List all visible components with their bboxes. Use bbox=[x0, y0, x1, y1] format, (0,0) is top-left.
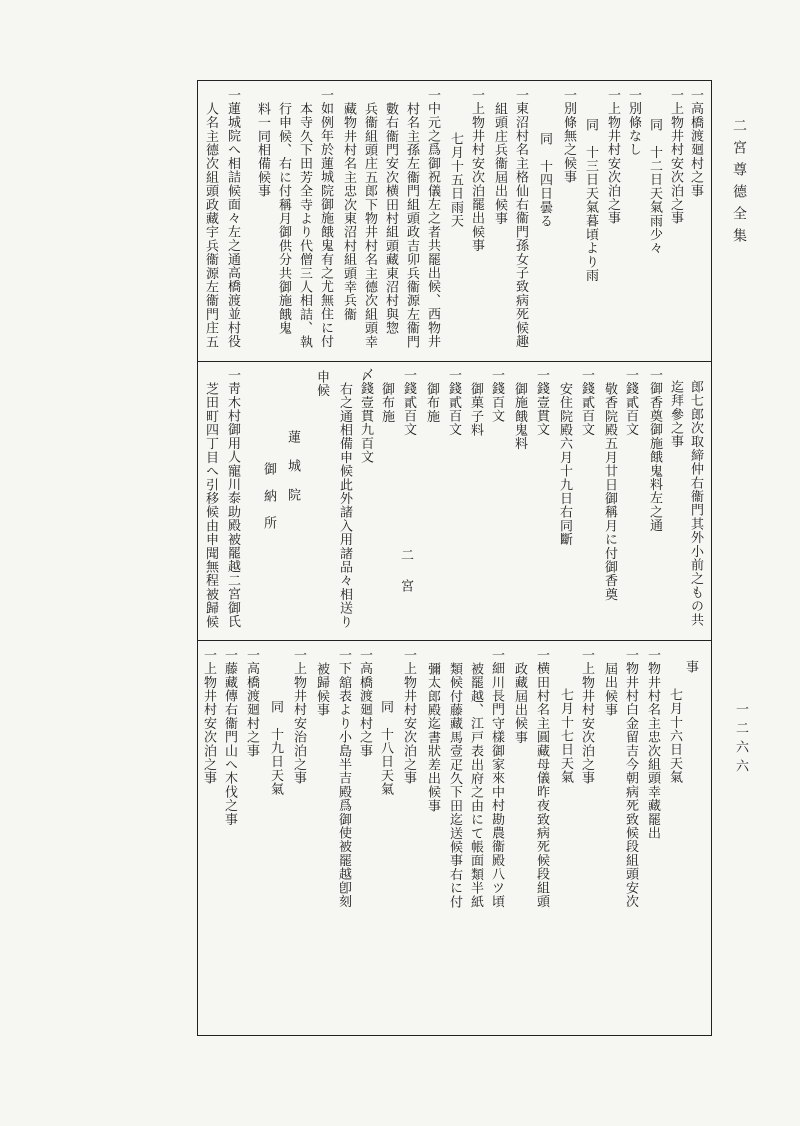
date-line: 同 十四日曇る bbox=[537, 132, 552, 228]
text-column: 一東沼村名主格仙右衞門孫女子致病死候趣 bbox=[513, 88, 528, 349]
text-column: 右之通相備申候此外諸入用諸品々相送り bbox=[337, 382, 352, 629]
text-column: 一御香奠御施餓鬼料左之通 bbox=[647, 368, 662, 533]
text-column: 一細川長門守樣御家來中村勘農衞殿八ツ頃 bbox=[489, 648, 504, 909]
text-column: 一物井村白金留吉今朝病死致候段組頭安次 bbox=[623, 648, 638, 909]
text-column: 一上物井村安次泊之事 bbox=[401, 648, 416, 785]
text-column: 敬香院殿五月廿日御稱月に付御香奠 bbox=[602, 382, 617, 602]
text-column: 御布施 bbox=[379, 382, 394, 424]
section-divider-lower bbox=[197, 640, 712, 641]
section-divider-upper bbox=[197, 361, 712, 362]
text-column: 政藏屆出候事 bbox=[512, 662, 527, 745]
date-line: 七月十七日天氣 bbox=[558, 688, 573, 784]
text-column: 芝田町四丁目へ引移候由申聞無程被歸候 bbox=[203, 382, 218, 629]
recipient-temple: 蓮城院 bbox=[285, 430, 300, 517]
text-column: 一物井村名主忠次組頭幸藏罷出 bbox=[645, 648, 660, 840]
amount-line: 一錢貳百文 bbox=[401, 368, 416, 437]
recipient-office: 御納所 bbox=[261, 462, 276, 543]
page-number: 一二六六 bbox=[733, 702, 748, 778]
date-line: 七月十六日天氣 bbox=[667, 688, 682, 784]
amount-line: 一錢貳百文 bbox=[623, 368, 638, 437]
sender-signature: 二宮 bbox=[398, 548, 413, 610]
amount-line: 一錢貳百文 bbox=[579, 368, 594, 437]
text-column: 兵衞組頭庄五郎下物井村名主德次組頭幸 bbox=[362, 102, 377, 349]
text-column: 御布施 bbox=[424, 382, 439, 424]
text-column: 一上物井村安治泊之事 bbox=[291, 648, 306, 785]
text-column: 一蓮城院へ相詰候面々左之通高橋渡並村役 bbox=[225, 88, 240, 349]
date-line: 同 十八日天氣 bbox=[378, 700, 393, 796]
text-column: 一下舘表より小島半吉殿爲御使被罷越卽刻 bbox=[336, 648, 351, 909]
text-column: 一藤藏傳右衞門山へ木伐之事 bbox=[222, 648, 237, 827]
text-column: 一上物井村安次泊之事 bbox=[579, 648, 594, 785]
date-line: 同 十九日天氣 bbox=[268, 700, 283, 796]
total-line: 〆錢壹貫九百文 bbox=[358, 368, 373, 464]
text-column: 屆出候事 bbox=[602, 662, 617, 717]
text-column: 一横田村名主圓藏母儀昨夜致病死候段組頭 bbox=[534, 648, 549, 909]
amount-line: 一錢貳百文 bbox=[446, 368, 461, 437]
text-column: 藏物井村名主忠次東沼村組頭幸兵衞 bbox=[341, 102, 356, 322]
text-column: 一別條なし bbox=[626, 88, 641, 157]
text-column: 一上物井村安次泊之事 bbox=[668, 88, 683, 225]
text-column: 安住院殿六月十九日右同斷 bbox=[557, 382, 572, 547]
text-column: 本寺久下田芳全寺より代僧三人相詰、執 bbox=[297, 102, 312, 349]
text-column: 事 bbox=[683, 660, 698, 674]
text-column: 一別條無之候事 bbox=[561, 88, 576, 184]
text-column: 被罷越、江戸表出府之由にて帳面類半紙 bbox=[468, 662, 483, 909]
text-column: 迄拜參之事 bbox=[668, 380, 683, 449]
text-column: 一高橋渡廻村之事 bbox=[244, 648, 259, 758]
text-column: 一上物井村安次泊罷出候事 bbox=[469, 88, 484, 253]
date-line: 同 十二日天氣雨少々 bbox=[647, 118, 662, 255]
text-column: 數右衞門安次横田村組頭藏東沼村與惣 bbox=[383, 102, 398, 335]
text-column: 御施餓鬼料 bbox=[512, 382, 527, 451]
text-column: 村名主孫左衞門組頭政吉卯兵衞源左衞門 bbox=[404, 102, 419, 349]
book-title: 二宮尊德全集 bbox=[731, 118, 747, 250]
date-line: 七月十五日雨天 bbox=[448, 132, 463, 228]
text-column: 一中元之爲御祝儀左之者共罷出候、西物井 bbox=[425, 88, 440, 349]
text-column: 人名主德次組頭政藏宇兵衞源左衞門庄五 bbox=[203, 102, 218, 349]
text-column: 一上物井村安次泊之事 bbox=[605, 88, 620, 225]
text-column: 申候 bbox=[314, 370, 329, 398]
text-column: 類候付藤藏馬壹疋久下田迄送候事右に付 bbox=[447, 662, 462, 909]
text-column: 御菓子料 bbox=[468, 382, 483, 437]
text-column: 被歸候事 bbox=[314, 662, 329, 717]
text-column: 組頭庄兵衞屆出候事 bbox=[492, 102, 507, 226]
text-column: 一高橋渡廻村之事 bbox=[688, 88, 703, 198]
amount-line: 一錢百文 bbox=[489, 368, 504, 423]
text-column: 行申候、右に付稱月御供分共御施餓鬼 bbox=[276, 102, 291, 335]
text-column: 一高橋渡廻村之事 bbox=[357, 648, 372, 758]
text-column: 一靑木村御用人寵川泰助殿被罷越二宮御氏 bbox=[225, 368, 240, 629]
text-column: 一上物井村安次泊之事 bbox=[201, 648, 216, 785]
text-column: 彌太郎殿迄書狀差出候事 bbox=[425, 662, 440, 813]
text-column: 料一同相備候事 bbox=[255, 102, 270, 198]
amount-line: 一錢壹貫文 bbox=[534, 368, 549, 437]
date-line: 同 十三日天氣暮頃より雨 bbox=[583, 118, 598, 283]
text-column: 郎七郎次取締仲右衞門其外小前之もの共 bbox=[688, 380, 703, 627]
text-column: 一如例年於蓮城院御施餓鬼有之尤無住に付 bbox=[318, 88, 333, 349]
